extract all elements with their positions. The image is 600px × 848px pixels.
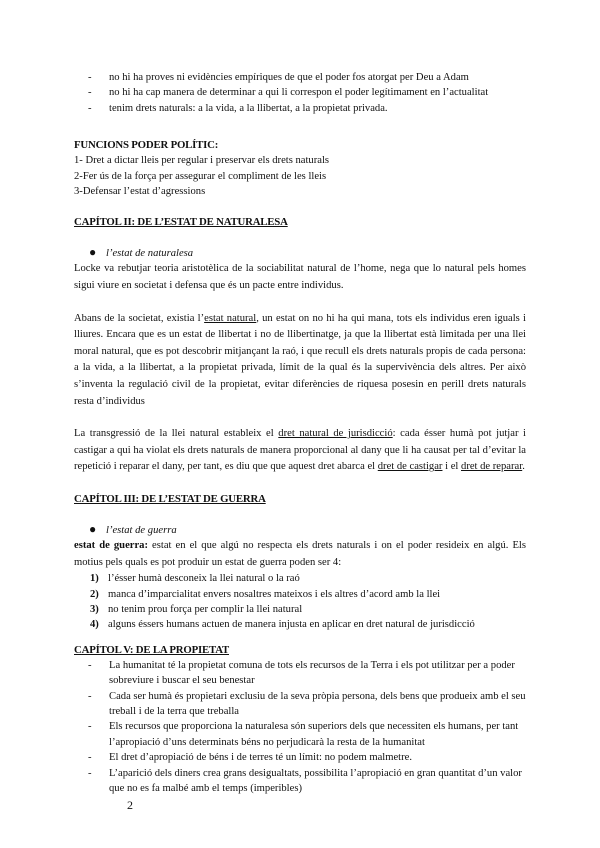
list-item: - La humanitat té la propietat comuna de tots els recursos de la Terra i els pot utilitzar per a poder sobreviure i buscar el seu benestar — [88, 659, 515, 687]
list-item: - no hi ha cap manera de determinar a qui li correspon el poder legítimament en l’actualitat — [88, 87, 489, 99]
list-item: - El dret d’apropiació de béns i de terres té un límit: no podem malmetre. — [88, 752, 413, 764]
list-item: - tenim drets naturals: a la vida, a la llibertat, a la propietat privada. — [88, 102, 388, 114]
chapter-3-bullet: ● l’estat de guerra — [89, 521, 177, 536]
chapter-3-numbered-list — [74, 571, 526, 633]
list-item: 1) l’ésser humà desconeix la llei natural o la raó — [90, 573, 300, 585]
page-content — [74, 70, 526, 796]
chapter-2-paragraph-1: Locke va rebutjar teoria aristotèlica de la sociabilitat natural de l’home, nega que lo natural pels homes sigui viure en societat i defensa que és un pacte entre individus. — [74, 263, 526, 292]
chapter-2-paragraph-2: Abans de la societat, existia l’estat natural, un estat on no hi ha qui mana, tots els individus eren iguals i lliures. Encara que es un estat de llibertat i no de llibertinatge, ja que la llibertat està limitada per una llei moral natural, que es pot descobrir mitjançant la raó, i que recull els drets naturals propis de cada persona: a la vida, a la llibertat, a la propietat privada, límit de la qual és la supervivència dels altres. Per això s’inventa la regulació civil de la propietat, evitar diferències de riquesa posesin en perill drets naturals resta d’individus — [74, 312, 526, 407]
list-item: 2-Fer ús de la força per assegurar el compliment de les lleis — [74, 170, 327, 182]
list-item: - L’aparició dels diners crea grans desigualtats, possibilita l’apropiació en gran quantitat d’un valor que no es fa malbé amb el temps (imperibles) — [88, 767, 522, 795]
list-item: - no hi ha proves ni evidències empíriques de que el poder fos atorgat per Deu a Adam — [88, 72, 469, 83]
list-item: 1- Dret a dictar lleis per regular i preservar els drets naturals — [74, 155, 330, 167]
chapter-3-heading: CAPÍTOL III: DE L’ESTAT DE GUERRA — [74, 492, 266, 505]
funcions-heading: FUNCIONS PODER POLÍTIC: — [74, 139, 219, 152]
chapter-3-definition: estat de guerra: estat en el que algú no respecta els drets naturals i on el poder resideix en algú. Els motius pels quals es pot produir un estat de guerra poden ser 4: — [74, 539, 526, 568]
list-item: 4) alguns éssers humans actuen de manera injusta en aplicar en dret natural de jurisdicció — [90, 619, 475, 631]
list-item: 3-Defensar l’estat d’agressions — [74, 186, 206, 198]
funcions-list — [74, 153, 526, 199]
chapter-2-bullet: ● l’estat de naturalesa — [89, 245, 194, 260]
list-item: - Els recursos que proporciona la naturalesa són superiors dels que necessiten els humans, per tant l’apropiació d’uns determinats béns no perjudicarà la resta de la humanitat — [88, 721, 519, 748]
list-item: 2) manca d’imparcialitat envers nosaltres mateixos i els altres d’acord amb la llei — [90, 588, 441, 600]
top-dash-list — [74, 70, 526, 116]
list-item: 3) no tenim prou força per complir la llei natural — [90, 603, 303, 615]
chapter-2-paragraph-3: La transgressió de la llei natural estableix el dret natural de jurisdicció: cada ésser humà pot jutjar i castigar a qui ha violat els drets naturals de manera proporcional al dany que li ha causat per tal d’evitar la repetició i reparar el dany, per tant, es diu que que aquest dret abarca el dret de castigar i el dret de reparar. — [74, 428, 527, 473]
page-number: 2 — [127, 798, 133, 812]
list-item: - Cada ser humà és propietari exclusiu de la seva pròpia persona, dels bens que produeix amb el seu treball i de la terra que treballa — [88, 690, 526, 717]
chapter-5-dash-list — [74, 658, 526, 797]
chapter-5-heading: CAPÍTOL V: DE LA PROPIETAT — [74, 643, 229, 656]
chapter-2-heading: CAPÍTOL II: DE L’ESTAT DE NATURALESA — [74, 216, 288, 229]
